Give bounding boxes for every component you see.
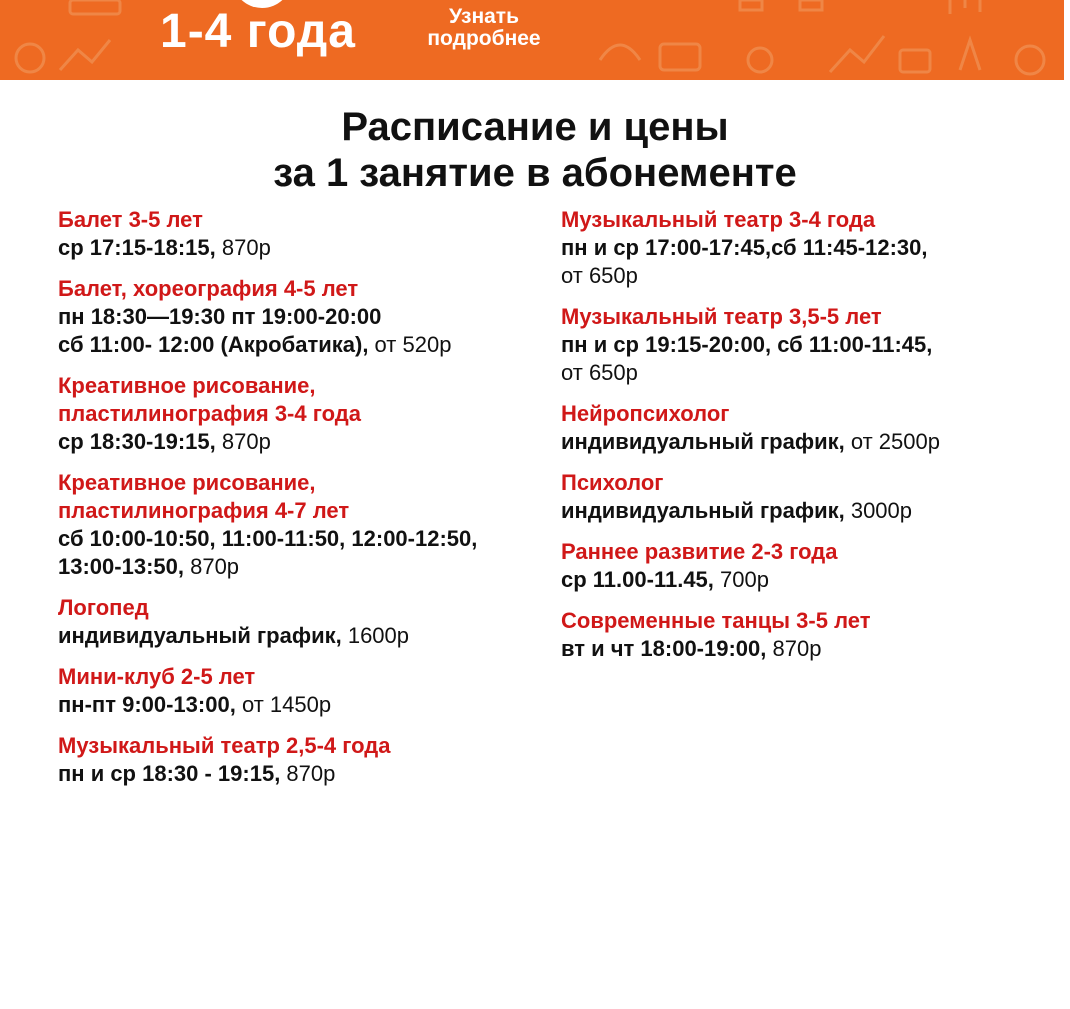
- schedule-time: индивидуальный график,: [561, 498, 845, 523]
- schedule-time: пн 18:30—19:30 пт 19:00-20:00: [58, 304, 382, 329]
- price: от 2500р: [844, 429, 940, 454]
- schedule-line: [561, 566, 1061, 594]
- schedule-time: пн и ср 19:15-20:00, сб 11:00-11:45,: [561, 332, 933, 357]
- class-title-line: Современные танцы 3-5 лет: [561, 608, 871, 633]
- schedule-time: ср 18:30-19:15,: [58, 429, 216, 454]
- class-title-line: Нейропсихолог: [561, 401, 730, 426]
- schedule-left-column: [58, 206, 538, 801]
- class-title-line: Балет, хореография 4-5 лет: [58, 276, 359, 301]
- schedule-line: [58, 760, 538, 788]
- class-title-line: Балет 3-5 лет: [58, 207, 203, 232]
- price: от 650р: [561, 360, 638, 385]
- class-title: [58, 206, 538, 234]
- schedule-item: [58, 594, 538, 650]
- schedule-time: ср 11.00-11.45,: [561, 567, 714, 592]
- class-title: [561, 538, 1061, 566]
- schedule-item: [58, 206, 538, 262]
- class-title-line: Мини-клуб 2-5 лет: [58, 664, 256, 689]
- price: от 1450р: [235, 692, 332, 717]
- schedule-line: [561, 428, 1061, 456]
- learn-more-line2: подробнее: [427, 27, 541, 50]
- schedule-time: сб 10:00-10:50, 11:00-11:50, 12:00-12:50,: [58, 526, 478, 551]
- schedule-item: [561, 607, 1061, 663]
- price: 700р: [713, 567, 769, 592]
- class-title-line: Музыкальный театр 2,5-4 года: [58, 733, 391, 758]
- schedule-item: [561, 303, 1061, 387]
- page-title-line1: Расписание и цены: [341, 105, 729, 149]
- class-title-line: Музыкальный театр 3-4 года: [561, 207, 876, 232]
- class-title: [58, 372, 538, 428]
- class-title-line: Креативное рисование,: [58, 373, 316, 398]
- class-title: [58, 732, 538, 760]
- schedule-line: [561, 262, 1061, 290]
- page-title: [0, 104, 1070, 196]
- schedule-item: [58, 663, 538, 719]
- price: 870р: [280, 761, 336, 786]
- class-title: [561, 303, 1061, 331]
- schedule-line: [561, 635, 1061, 663]
- price: 870р: [215, 429, 271, 454]
- class-title: [58, 594, 538, 622]
- schedule-item: [561, 469, 1061, 525]
- class-title-line: Креативное рисование,: [58, 470, 316, 495]
- class-title: [561, 469, 1061, 497]
- price: 870р: [766, 636, 822, 661]
- schedule-line: [58, 331, 538, 359]
- schedule-line: [561, 331, 1061, 359]
- price: 870р: [215, 235, 271, 260]
- class-title-line: Раннее развитие 2-3 года: [561, 539, 838, 564]
- class-title: [58, 469, 538, 525]
- schedule-time: вт и чт 18:00-19:00,: [561, 636, 767, 661]
- price: 1600р: [341, 623, 410, 648]
- schedule-line: [58, 525, 538, 553]
- schedule-item: [58, 372, 538, 456]
- schedule-time: сб 11:00- 12:00 (Акробатика),: [58, 332, 369, 357]
- schedule-line: [58, 303, 538, 331]
- schedule-time: пн и ср 17:00-17:45,сб 11:45-12:30,: [561, 235, 928, 260]
- learn-more-line1: Узнать: [448, 5, 519, 28]
- promo-banner: [0, 0, 1064, 80]
- class-title: [561, 607, 1061, 635]
- schedule-line: [58, 622, 538, 650]
- class-title: [58, 275, 538, 303]
- schedule-time: индивидуальный график,: [561, 429, 845, 454]
- schedule-item: [58, 469, 538, 581]
- price: 870р: [183, 554, 240, 579]
- class-title: [58, 663, 538, 691]
- schedule-time: индивидуальный график,: [58, 623, 342, 648]
- class-title-line: Логопед: [58, 595, 149, 620]
- schedule-time: пн и ср 18:30 - 19:15,: [58, 761, 281, 786]
- schedule-time: 13:00-13:50,: [58, 554, 184, 579]
- class-title-line: Музыкальный театр 3,5-5 лет: [561, 304, 882, 329]
- class-title-line: Психолог: [561, 470, 664, 495]
- schedule-line: [58, 691, 538, 719]
- schedule-line: [58, 428, 538, 456]
- schedule-line: [561, 359, 1061, 387]
- schedule-item: [58, 275, 538, 359]
- schedule-right-column: [561, 206, 1061, 676]
- schedule-item: [58, 732, 538, 788]
- class-title-line: пластилинография 3-4 года: [58, 401, 361, 426]
- learn-more-link[interactable]: [420, 6, 548, 50]
- class-title-line: пластилинография 4-7 лет: [58, 498, 350, 523]
- class-title: [561, 400, 1061, 428]
- price: от 650р: [561, 263, 638, 288]
- schedule-time: пн-пт 9:00-13:00,: [58, 692, 236, 717]
- schedule-item: [561, 206, 1061, 290]
- schedule-item: [561, 400, 1061, 456]
- schedule-line: [58, 234, 538, 262]
- schedule-time: ср 17:15-18:15,: [58, 235, 216, 260]
- schedule-line: [58, 553, 538, 581]
- schedule-line: [561, 234, 1061, 262]
- class-title: [561, 206, 1061, 234]
- price: от 520р: [368, 332, 452, 357]
- price: 3000р: [844, 498, 913, 523]
- age-title: 1-4 года: [160, 5, 356, 58]
- page-title-line2: за 1 занятие в абонементе: [273, 151, 797, 195]
- schedule-line: [561, 497, 1061, 525]
- schedule-item: [561, 538, 1061, 594]
